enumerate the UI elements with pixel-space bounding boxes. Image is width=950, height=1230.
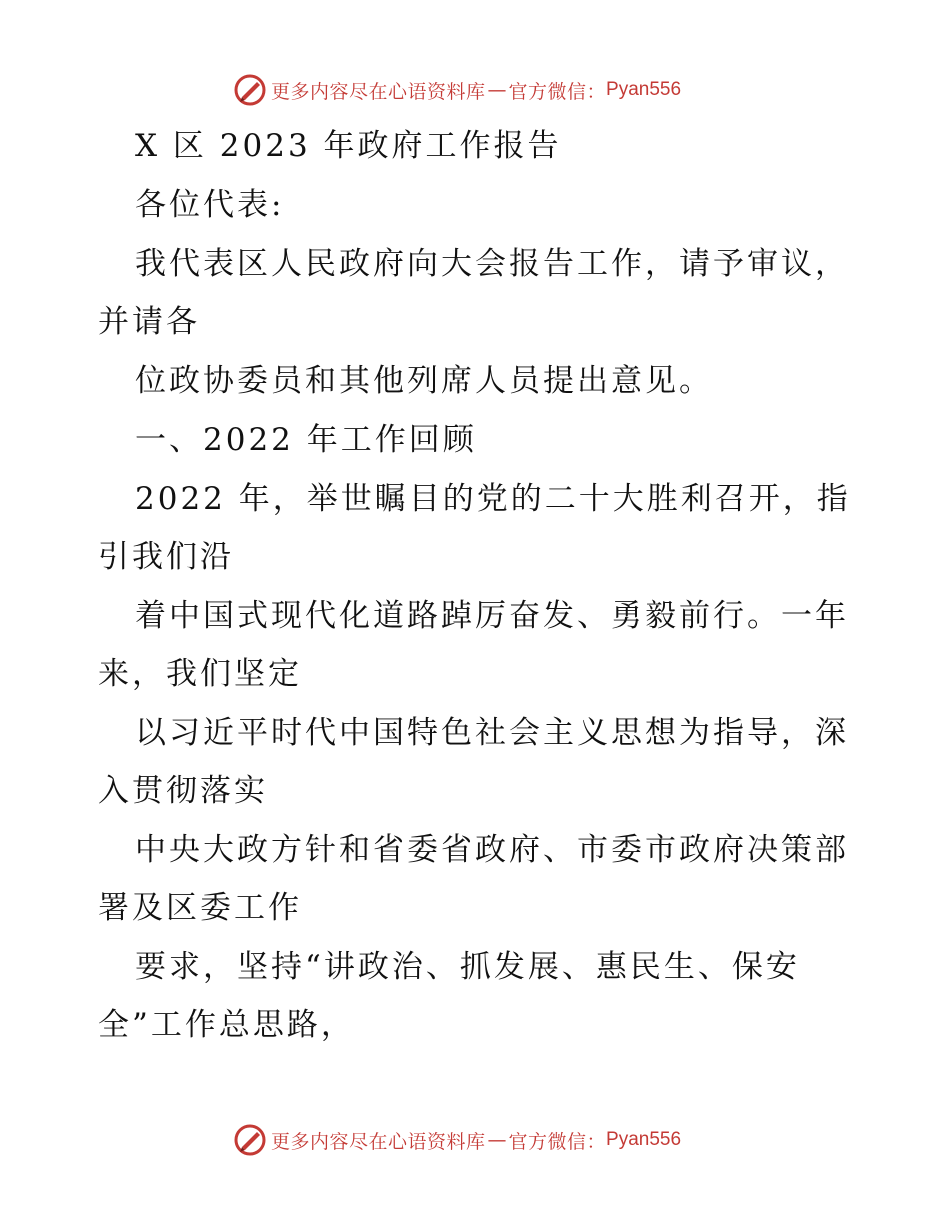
paragraph-line: 入贯彻落实 <box>98 773 268 809</box>
pen-seal-icon <box>233 73 267 107</box>
watermark-account: Pyan556 <box>606 79 682 100</box>
watermark-label: 官方微信： <box>508 80 607 103</box>
paragraph-line: 位政协委员和其他列席人员提出意见。 <box>135 363 713 399</box>
watermark-account: Pyan556 <box>606 1129 682 1150</box>
paragraph-line: 引我们沿 <box>98 539 234 575</box>
greeting: 各位代表: <box>135 187 285 223</box>
watermark-separator: — <box>487 1129 507 1151</box>
paragraph-line: 中央大政方针和省委省政府、市委市政府决策部 <box>135 832 849 868</box>
document-title: X 区 2023 年政府工作报告 <box>135 128 562 164</box>
paragraph-line: 着中国式现代化道路踔厉奋发、勇毅前行。一年 <box>135 598 849 634</box>
paragraph-line: 署及区委工作 <box>98 890 302 926</box>
paragraph-line: 全”工作总思路， <box>98 1007 355 1043</box>
watermark-text: 更多内容尽在心语资料库 <box>271 80 486 103</box>
paragraph-line: 要求，坚持“讲政治、抓发展、惠民生、保安 <box>135 949 800 985</box>
paragraph-line: 并请各 <box>98 304 200 340</box>
footer-watermark <box>233 1122 681 1158</box>
paragraph-line: 我代表区人民政府向大会报告工作，请予审议， <box>135 246 849 282</box>
paragraph-line: 2022 年，举世瞩目的党的二十大胜利召开，指 <box>135 481 851 517</box>
pen-seal-icon <box>233 1123 267 1157</box>
header-watermark <box>233 72 681 108</box>
watermark-label: 官方微信： <box>508 1130 607 1153</box>
paragraph-line: 以习近平时代中国特色社会主义思想为指导，深 <box>135 715 849 751</box>
watermark-text: 更多内容尽在心语资料库 <box>271 1130 486 1153</box>
section-heading: 一、2022 年工作回顾 <box>135 422 477 458</box>
paragraph-line: 来，我们坚定 <box>98 656 302 692</box>
watermark-separator: — <box>487 79 507 101</box>
